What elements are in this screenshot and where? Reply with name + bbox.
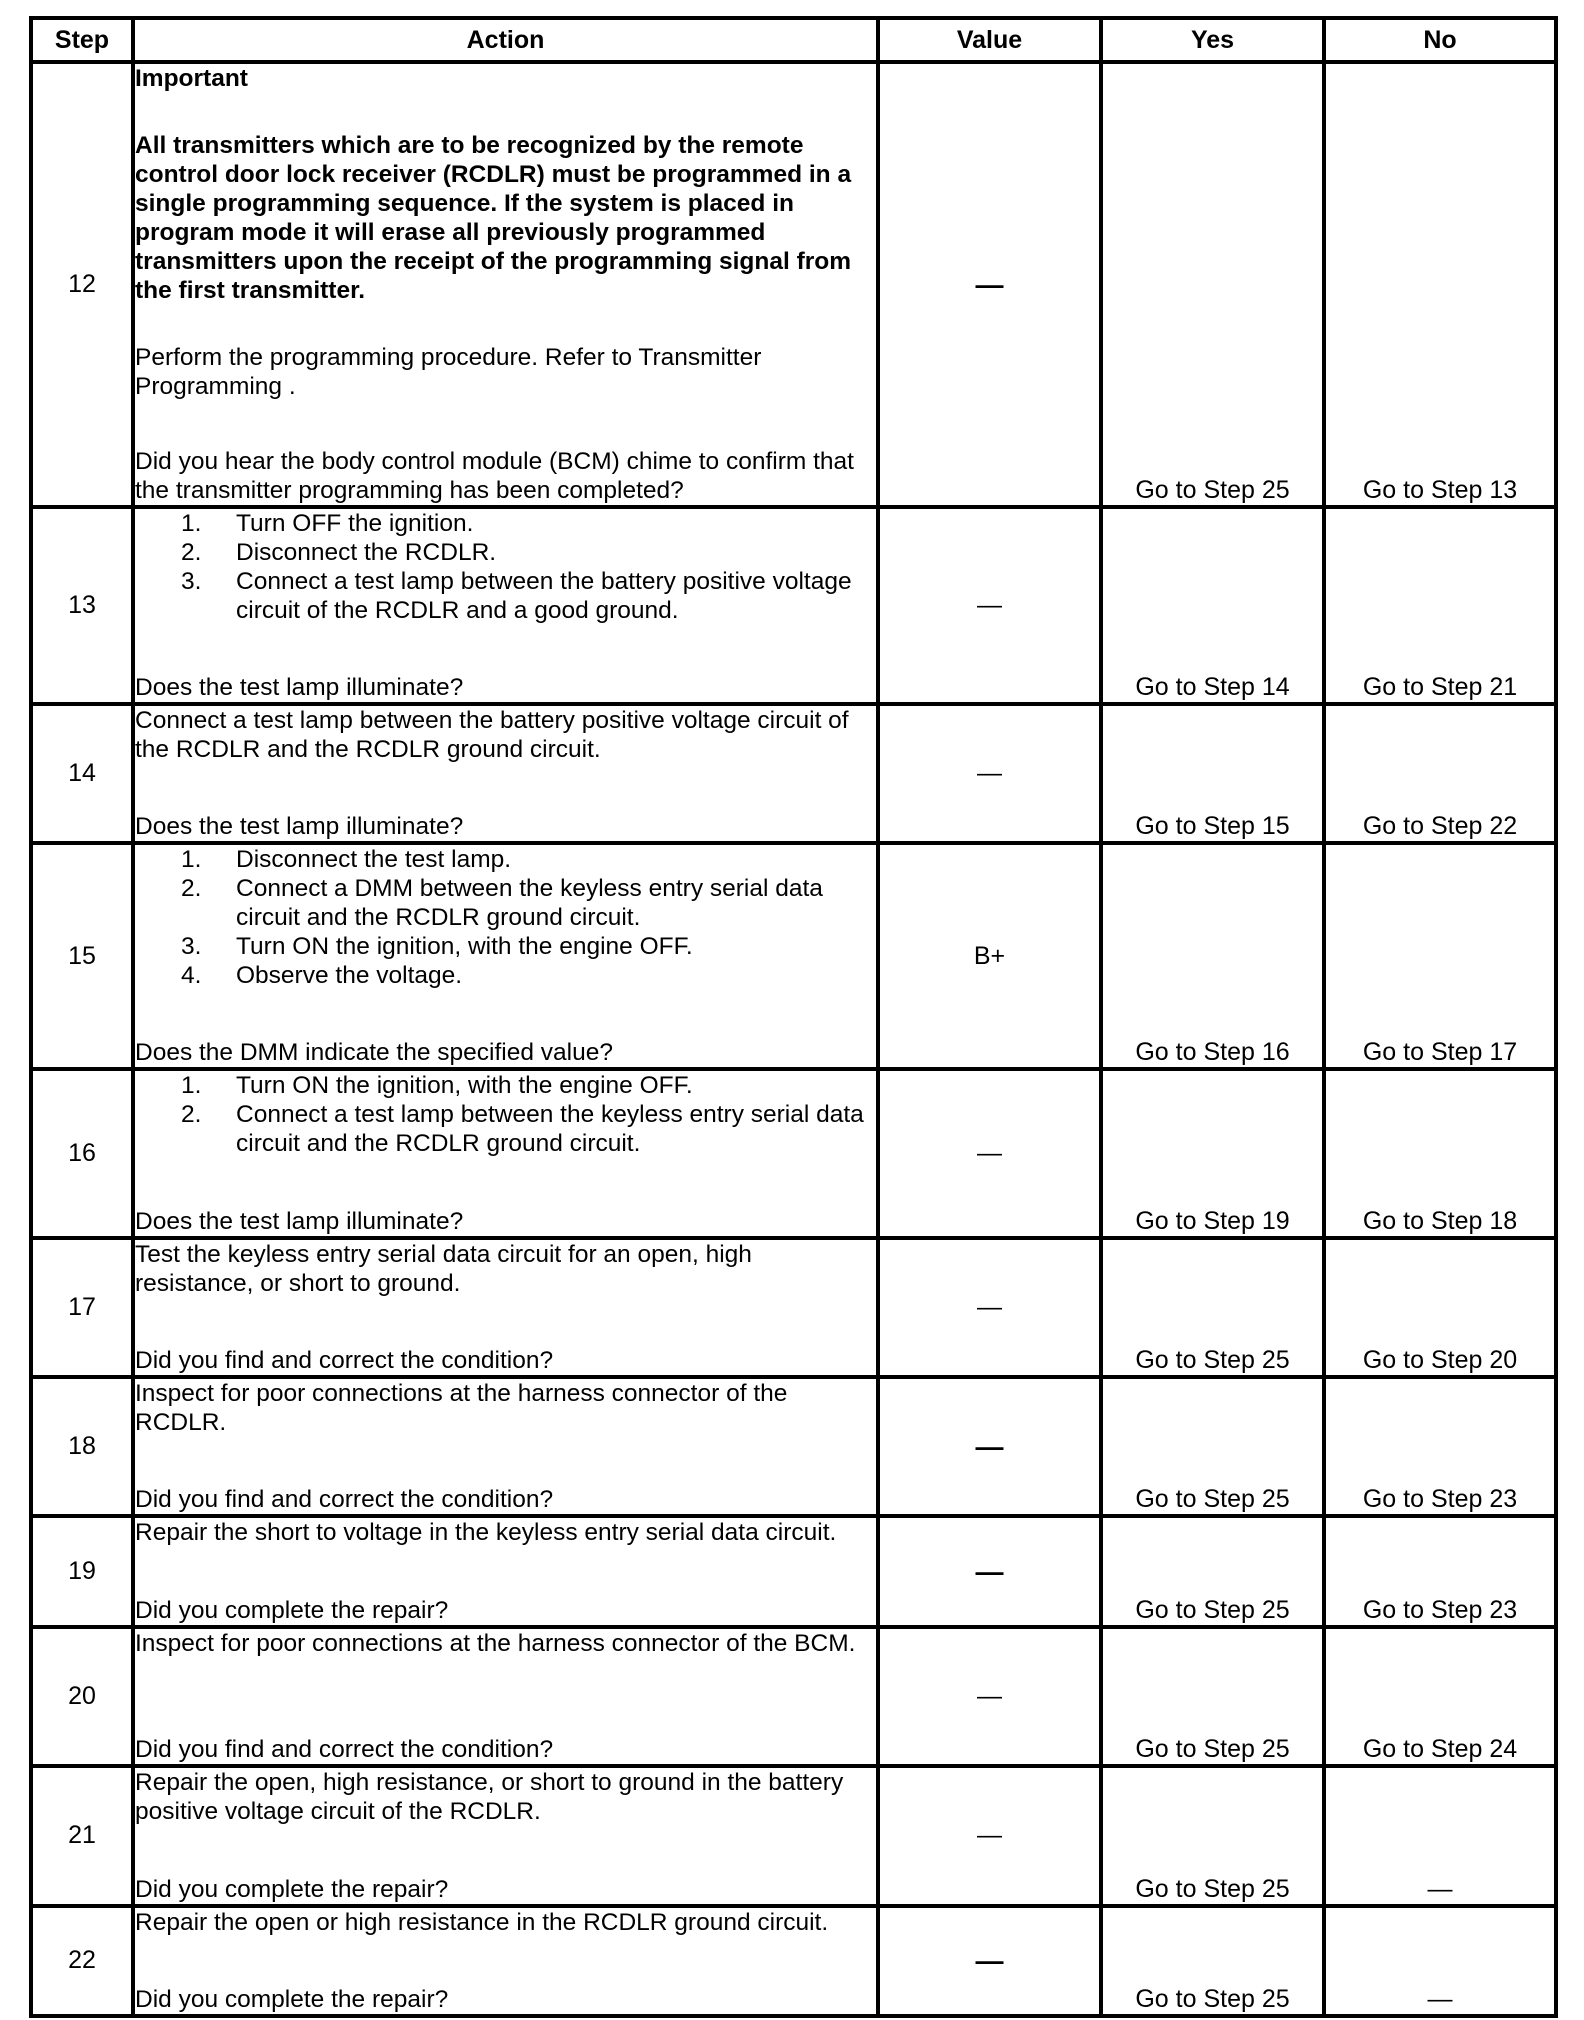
action-cell xyxy=(133,1516,878,1626)
action-cell xyxy=(133,62,878,507)
yes-cell: Go to Step 16 xyxy=(1101,843,1324,1069)
value-cell: — xyxy=(878,1377,1101,1516)
action-cell xyxy=(133,1766,878,1905)
list-item: 1. Disconnect the test lamp. xyxy=(181,846,512,874)
action-cell xyxy=(133,1069,878,1238)
no-cell: — xyxy=(1324,1906,1556,2016)
procedure-list xyxy=(135,509,876,625)
step-number: 14 xyxy=(31,704,133,843)
value-cell: — xyxy=(878,62,1101,507)
table-row xyxy=(31,1516,1556,1626)
table-row xyxy=(31,1766,1556,1905)
yes-cell: Go to Step 25 xyxy=(1101,1627,1324,1766)
list-item: 1. Turn OFF the ignition. xyxy=(181,510,474,538)
yes-cell: Go to Step 25 xyxy=(1101,1766,1324,1905)
action-question: Did you complete the repair? xyxy=(135,1986,449,2013)
header-step: Step xyxy=(31,18,133,62)
value-cell: — xyxy=(878,1069,1101,1238)
table-row xyxy=(31,1627,1556,1766)
yes-cell: Go to Step 14 xyxy=(1101,507,1324,704)
step-number: 15 xyxy=(31,843,133,1069)
action-question: Does the test lamp illuminate? xyxy=(135,673,464,701)
table-row xyxy=(31,704,1556,843)
action-instruction: Connect a test lamp between the battery positive voltage circuit of the RCDLR and the RCDLR ground circuit. xyxy=(135,706,849,763)
header-row xyxy=(31,18,1556,62)
action-instruction: Repair the short to voltage in the keyless entry serial data circuit. xyxy=(135,1519,837,1547)
no-cell: Go to Step 20 xyxy=(1324,1238,1556,1377)
action-instruction: Repair the open, high resistance, or short to ground in the battery positive voltage circuit of the RCDLR. xyxy=(135,1769,844,1826)
yes-cell: Go to Step 25 xyxy=(1101,62,1324,507)
procedure-list xyxy=(135,845,876,990)
action-cell xyxy=(133,1238,878,1377)
no-cell: Go to Step 22 xyxy=(1324,704,1556,843)
yes-cell: Go to Step 25 xyxy=(1101,1516,1324,1626)
value-cell: — xyxy=(878,704,1101,843)
important-heading: Important xyxy=(135,65,248,92)
table-row xyxy=(31,1069,1556,1238)
step-number: 19 xyxy=(31,1516,133,1626)
action-instruction: Repair the open or high resistance in the RCDLR ground circuit. xyxy=(135,1908,829,1936)
step-number: 13 xyxy=(31,507,133,704)
header-yes: Yes xyxy=(1101,18,1324,62)
value-cell: — xyxy=(878,1627,1101,1766)
table-row xyxy=(31,1238,1556,1377)
action-question: Does the DMM indicate the specified value? xyxy=(135,1039,614,1067)
list-item: 1. Turn ON the ignition, with the engine OFF. xyxy=(181,1072,693,1100)
action-instruction: Test the keyless entry serial data circuit for an open, high resistance, or short to ground. xyxy=(135,1240,752,1297)
no-cell: Go to Step 23 xyxy=(1324,1516,1556,1626)
header-action: Action xyxy=(133,18,878,62)
header-value: Value xyxy=(878,18,1101,62)
value-cell: — xyxy=(878,1238,1101,1377)
no-cell: Go to Step 17 xyxy=(1324,843,1556,1069)
action-question: Does the test lamp illuminate? xyxy=(135,813,464,841)
procedure-list xyxy=(135,1071,876,1158)
table-row xyxy=(31,1377,1556,1516)
diagnostic-table xyxy=(29,16,1558,2018)
list-item: 4. Observe the voltage. xyxy=(181,962,463,990)
action-question: Did you complete the repair? xyxy=(135,1875,449,1903)
action-instruction: Inspect for poor connections at the harness connector of the RCDLR. xyxy=(135,1380,788,1436)
action-cell xyxy=(133,704,878,843)
no-cell: Go to Step 24 xyxy=(1324,1627,1556,1766)
no-cell: Go to Step 18 xyxy=(1324,1069,1556,1238)
action-question: Did you hear the body control module (BCM) chime to confirm that the transmitter programming has been completed? xyxy=(135,448,854,505)
action-question: Does the test lamp illuminate? xyxy=(135,1207,464,1235)
header-no: No xyxy=(1324,18,1556,62)
no-cell: Go to Step 23 xyxy=(1324,1377,1556,1516)
action-cell xyxy=(133,507,878,704)
no-cell: — xyxy=(1324,1766,1556,1905)
value-cell: — xyxy=(878,507,1101,704)
yes-cell: Go to Step 25 xyxy=(1101,1238,1324,1377)
no-cell: Go to Step 21 xyxy=(1324,507,1556,704)
list-item: 3. Connect a test lamp between the battery positive voltage circuit of the RCDLR and a good ground. xyxy=(181,568,852,625)
action-question: Did you find and correct the condition? xyxy=(135,1347,554,1374)
value-cell: — xyxy=(878,1906,1101,2016)
list-item: 2. Connect a DMM between the keyless entry serial data circuit and the RCDLR ground circuit. xyxy=(181,875,823,932)
action-instruction: Perform the programming procedure. Refer to Transmitter Programming . xyxy=(135,344,762,400)
list-item: 2. Connect a test lamp between the keyless entry serial data circuit and the RCDLR ground circuit. xyxy=(181,1101,864,1158)
value-cell: — xyxy=(878,1766,1101,1905)
table-row xyxy=(31,62,1556,507)
action-question: Did you find and correct the condition? xyxy=(135,1486,554,1514)
yes-cell: Go to Step 19 xyxy=(1101,1069,1324,1238)
yes-cell: Go to Step 25 xyxy=(1101,1906,1324,2016)
value-cell: — xyxy=(878,1516,1101,1626)
yes-cell: Go to Step 25 xyxy=(1101,1377,1324,1516)
no-cell: Go to Step 13 xyxy=(1324,62,1556,507)
step-number: 22 xyxy=(31,1906,133,2016)
step-number: 12 xyxy=(31,62,133,507)
list-item: 2. Disconnect the RCDLR. xyxy=(181,539,497,567)
table-row xyxy=(31,1906,1556,2016)
step-number: 16 xyxy=(31,1069,133,1238)
table-row xyxy=(31,507,1556,704)
action-cell xyxy=(133,1906,878,2016)
action-cell xyxy=(133,843,878,1069)
action-cell xyxy=(133,1627,878,1766)
list-item: 3. Turn ON the ignition, with the engine OFF. xyxy=(181,933,693,961)
value-cell: B+ xyxy=(878,843,1101,1069)
important-text: All transmitters which are to be recognized by the remote control door lock receiver (RCDLR) must be programmed in a single programming sequence. If the system is placed in program mode it will erase all previously programmed transmitters upon the receipt of the programming signal from the first transmitter. xyxy=(135,132,852,304)
step-number: 21 xyxy=(31,1766,133,1905)
table-row xyxy=(31,843,1556,1069)
action-question: Did you complete the repair? xyxy=(135,1596,449,1624)
step-number: 17 xyxy=(31,1238,133,1377)
step-number: 18 xyxy=(31,1377,133,1516)
step-number: 20 xyxy=(31,1627,133,1766)
yes-cell: Go to Step 15 xyxy=(1101,704,1324,843)
action-instruction: Inspect for poor connections at the harness connector of the BCM. xyxy=(135,1629,856,1657)
action-cell xyxy=(133,1377,878,1516)
action-question: Did you find and correct the condition? xyxy=(135,1736,554,1764)
